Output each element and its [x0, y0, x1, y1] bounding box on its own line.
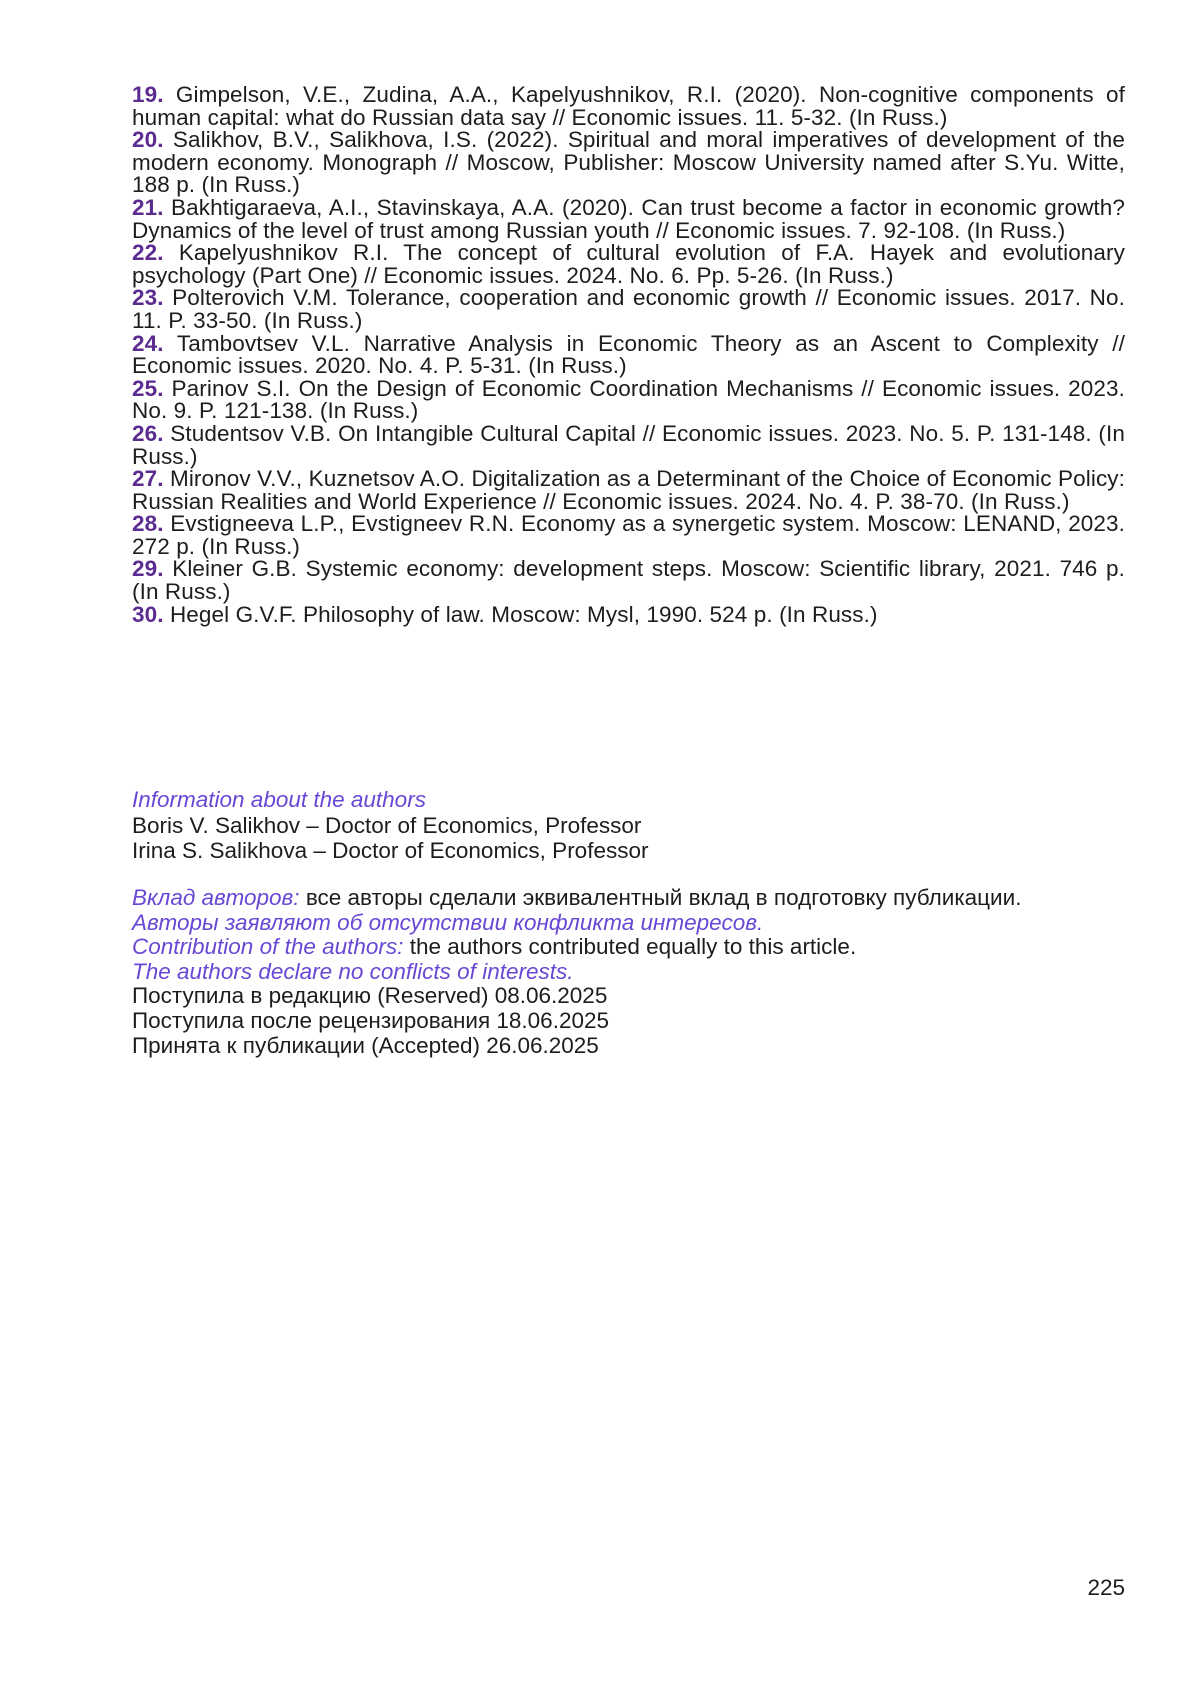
- contribution-ru-label: Вклад авторов:: [132, 885, 300, 910]
- reference-item: [132, 84, 1125, 129]
- contribution-ru-text: все авторы сделали эквивалентный вклад в подготовку публикации.: [305, 885, 1022, 910]
- contribution-ru: [132, 886, 1125, 911]
- page-number: 225: [1087, 1575, 1125, 1600]
- reference-item: [132, 420, 1125, 469]
- reference-number: 29.: [132, 556, 164, 582]
- references-list: [132, 84, 1125, 626]
- contribution-section: [132, 886, 1125, 1058]
- reference-item: [132, 330, 1125, 379]
- reference-item: [132, 513, 1125, 558]
- reference-text: Evstigneeva L.P., Evstigneev R.N. Economy as a synergetic system. Moscow: LENAND, 2023. 272 p. (In Russ.): [132, 511, 1125, 559]
- reference-number: 22.: [132, 240, 164, 266]
- date-revised: Поступила после рецензирования 18.06.2025: [132, 1007, 609, 1033]
- author-line: Irina S. Salikhova – Doctor of Economics, Professor: [132, 838, 649, 863]
- reference-number: 21.: [132, 194, 164, 220]
- reference-text: Parinov S.I. On the Design of Economic Coordination Mechanisms // Economic issues. 2023. No. 9. P. 121-138. (In Russ.): [132, 375, 1125, 424]
- contribution-en: [132, 935, 1125, 960]
- conflict-ru: Авторы заявляют об отсутствии конфликта интересов.: [132, 909, 764, 935]
- reference-number: 19.: [132, 82, 164, 107]
- reference-text: Hegel G.V.F. Philosophy of law. Moscow: Mysl, 1990. 524 p. (In Russ.): [169, 601, 878, 627]
- reference-number: 25.: [132, 375, 164, 401]
- reference-number: 23.: [132, 285, 164, 311]
- reference-text: Salikhov, B.V., Salikhova, I.S. (2022). Spiritual and moral imperatives of development of the modern economy. Monograph // Moscow, Publisher: Moscow University named after S.Yu. Witte, 188 p. (In Russ.): [132, 127, 1125, 198]
- reference-text: Polterovich V.M. Tolerance, cooperation and economic growth // Economic issues. 2017. No. 11. P. 33-50. (In Russ.): [132, 285, 1125, 333]
- contribution-en-text: the authors contributed equally to this article.: [409, 934, 857, 960]
- conflict-en: The authors declare no conflicts of interests.: [132, 958, 574, 984]
- reference-item: [132, 194, 1125, 243]
- reference-item: [132, 601, 1125, 627]
- date-received: Поступила в редакцию (Reserved) 08.06.2025: [132, 983, 608, 1009]
- contribution-en-label: Contribution of the authors:: [132, 934, 404, 960]
- reference-item: [132, 287, 1125, 332]
- reference-text: Studentsov V.B. On Intangible Cultural Capital // Economic issues. 2023. No. 5. P. 131-148. (In Russ.): [132, 420, 1125, 469]
- reference-number: 26.: [132, 420, 164, 446]
- reference-text: Kapelyushnikov R.I. The concept of cultural evolution of F.A. Hayek and evolutionary psychology (Part One) // Economic issues. 2024. No. 6. Pp. 5-26. (In Russ.): [132, 240, 1125, 288]
- reference-item: [132, 558, 1125, 603]
- reference-text: Bakhtigaraeva, A.I., Stavinskaya, A.A. (2020). Can trust become a factor in economic growth? Dynamics of the level of trust among Russian youth // Economic issues. 7. 92-108. (In Russ.): [132, 194, 1125, 243]
- reference-number: 27.: [132, 466, 164, 492]
- reference-item: [132, 129, 1125, 197]
- reference-text: Kleiner G.B. Systemic economy: development steps. Moscow: Scientific library, 2021. 746 p. (In Russ.): [132, 556, 1125, 605]
- reference-item: [132, 375, 1125, 424]
- reference-number: 28.: [132, 511, 164, 537]
- reference-text: Tambovtsev V.L. Narrative Analysis in Economic Theory as an Ascent to Complexity // Economic issues. 2020. No. 4. P. 5-31. (In Russ.): [132, 330, 1125, 379]
- author-line: Boris V. Salikhov – Doctor of Economics, Professor: [132, 812, 642, 838]
- reference-number: 30.: [132, 601, 164, 627]
- authors-info-heading: Information about the authors: [132, 787, 426, 812]
- reference-item: [132, 242, 1125, 287]
- reference-number: 24.: [132, 330, 164, 356]
- reference-item: [132, 468, 1125, 513]
- reference-number: 20.: [132, 127, 164, 153]
- authors-info-section: [132, 787, 1125, 864]
- reference-text: Gimpelson, V.E., Zudina, A.A., Kapelyushnikov, R.I. (2020). Non-cognitive components of human capital: what do Russian data say // Economic issues. 11. 5-32. (In Russ.): [132, 82, 1125, 130]
- date-accepted: Принята к публикации (Accepted) 26.06.2025: [132, 1032, 599, 1058]
- reference-text: Mironov V.V., Kuznetsov A.O. Digitalization as a Determinant of the Choice of Economic Policy: Russian Realities and World Experience // Economic issues. 2024. No. 4. P. 38-70. (In Russ.): [132, 466, 1125, 514]
